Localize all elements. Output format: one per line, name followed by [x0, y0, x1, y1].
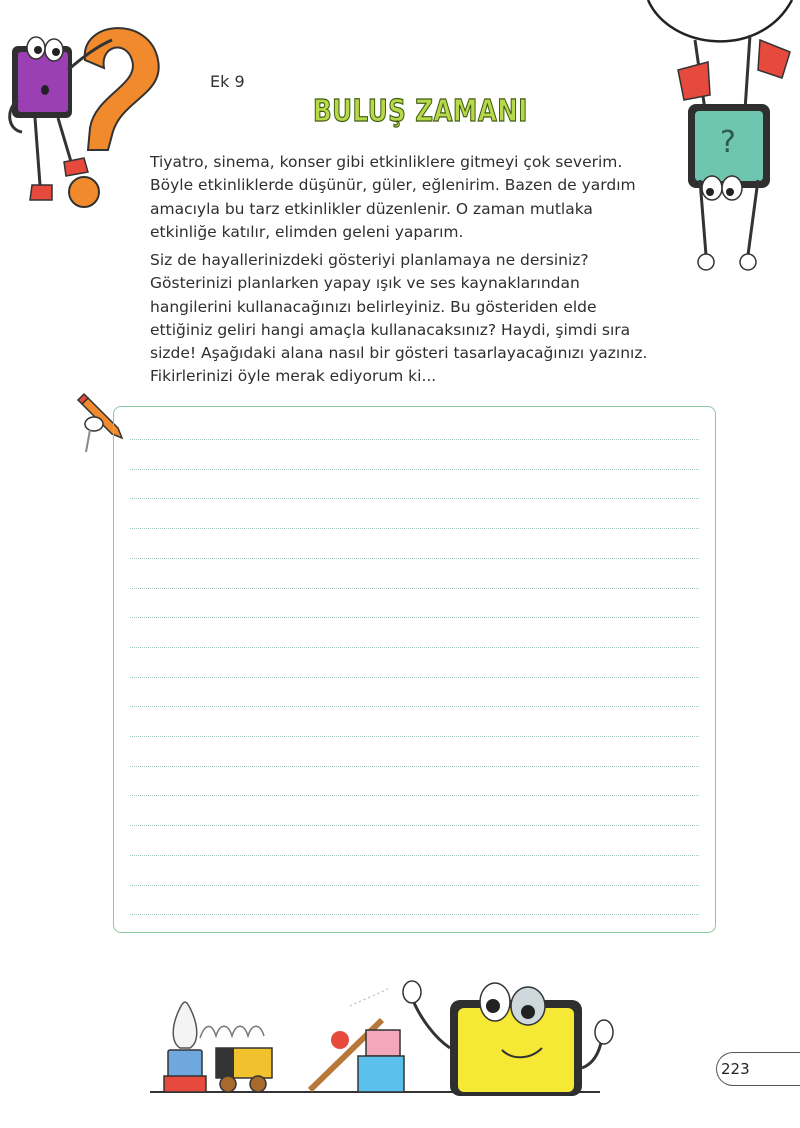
hanging-tablet-character-icon: [640, 0, 800, 290]
paragraph-line: Gösterinizi planlarken yapay ışık ve ses kaynaklarından: [150, 274, 580, 293]
paragraph-line: Tiyatro, sinema, konser gibi etkinliklere gitmeyi çok severim.: [150, 153, 623, 171]
paragraph-line: Siz de hayallerinizdeki gösteriyi planlamaya ne dersiniz?: [150, 251, 589, 269]
instruction-paragraph: [150, 249, 710, 389]
page-title: BULUŞ ZAMANI: [313, 94, 528, 129]
writing-line: [130, 766, 699, 767]
writing-line: [130, 617, 699, 618]
writing-area[interactable]: [113, 406, 716, 933]
appendix-label: Ek 9: [210, 72, 245, 91]
intro-paragraph: [150, 151, 710, 244]
paragraph-line: etkinliğe katılır, elimden geleni yaparım.: [150, 222, 464, 241]
paragraph-line: sizde! Aşağıdaki alana nasıl bir gösteri tasarlayacağınızı yazınız.: [150, 344, 648, 363]
writing-line: [130, 914, 699, 915]
writing-line: [130, 736, 699, 737]
writing-line: [130, 558, 699, 559]
writing-line: [130, 498, 699, 499]
writing-line: [130, 706, 699, 707]
writing-line: [130, 528, 699, 529]
writing-line: [130, 469, 699, 470]
writing-line: [130, 855, 699, 856]
writing-line: [130, 885, 699, 886]
writing-line: [130, 677, 699, 678]
svg-text:?: ?: [720, 125, 736, 160]
paragraph-line: ettiğiniz geliri hangi amaçla kullanacaksınız? Haydi, şimdi sıra: [150, 320, 631, 339]
writing-line: [130, 588, 699, 589]
tablet-character-with-experiment-icon: [150, 958, 620, 1100]
page-number: 223: [721, 1060, 750, 1078]
paragraph-line: Fikirlerinizi öyle merak ediyorum ki...: [150, 367, 437, 386]
writing-line: [130, 647, 699, 648]
paragraph-line: amacıyla bu tarz etkinlikler düzenlenir. O zaman mutlaka: [150, 199, 593, 218]
paragraph-line: Böyle etkinliklerde düşünür, güler, eğlenirim. Bazen de yardım: [150, 176, 636, 195]
writing-line: [130, 825, 699, 826]
writing-line: [130, 795, 699, 796]
writing-line: [130, 439, 699, 440]
paragraph-line: hangilerini kullanacağınızı belirleyiniz. Bu gösteriden elde: [150, 297, 597, 316]
